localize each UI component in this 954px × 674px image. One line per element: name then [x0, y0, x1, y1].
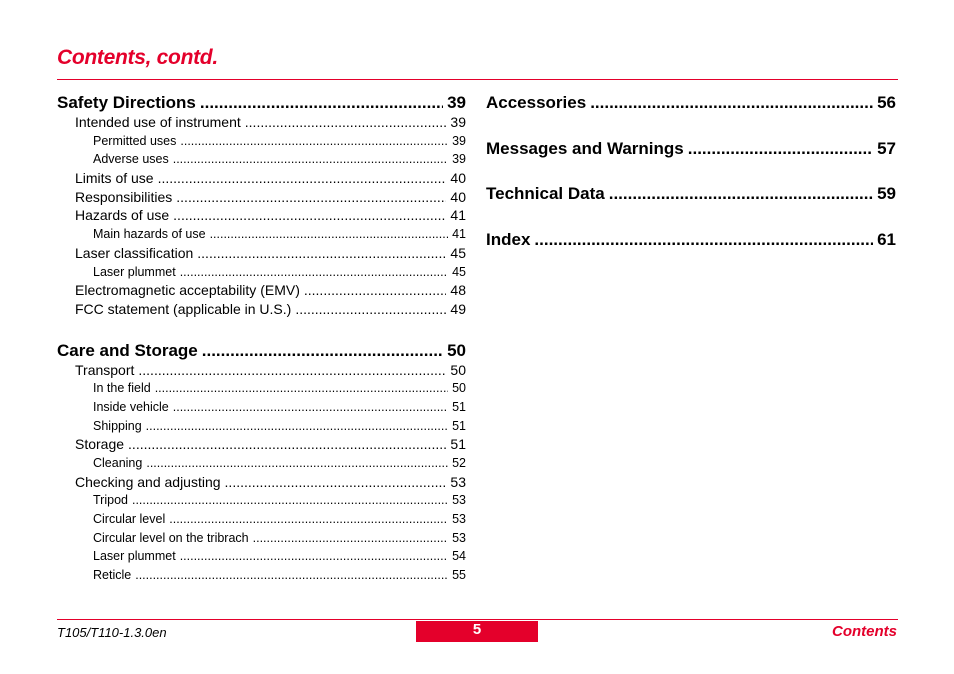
dot-leader	[128, 435, 446, 454]
dot-leader	[158, 169, 447, 188]
dot-leader	[173, 206, 446, 225]
toc-entry-title: Storage	[75, 436, 125, 453]
toc-entry-page: 50	[447, 340, 466, 360]
section-spacer	[486, 159, 896, 184]
dot-leader	[200, 92, 443, 113]
toc-entry-title: FCC statement (applicable in U.S.)	[75, 300, 292, 317]
toc-subsection-entry[interactable]	[57, 113, 466, 132]
dot-leader	[688, 138, 873, 159]
dot-leader	[202, 340, 443, 361]
toc-entry-title: Shipping	[93, 418, 142, 433]
toc-entry-page: 50	[452, 381, 466, 396]
toc-entry-page: 41	[452, 227, 466, 242]
toc-section-heading[interactable]	[57, 340, 466, 361]
toc-subsection-entry[interactable]	[57, 473, 466, 492]
toc-entry-title: Intended use of instrument	[75, 114, 241, 130]
toc-entry-page: 51	[452, 399, 466, 414]
toc-subsection-entry[interactable]	[57, 188, 466, 207]
toc-entry-page: 48	[450, 282, 466, 299]
toc-entry-page: 51	[450, 436, 466, 453]
dot-leader	[180, 132, 448, 151]
dot-leader	[169, 510, 448, 529]
toc-subsection-entry[interactable]	[57, 435, 466, 454]
toc-entry-page: 41	[450, 207, 466, 224]
toc-entry-title: Laser plummet	[93, 264, 176, 279]
toc-entry-title: Circular level	[93, 512, 166, 527]
toc-subsection-entry[interactable]	[57, 169, 466, 188]
toc-entry-title: Tripod	[93, 493, 128, 508]
toc-entry-page: 61	[877, 229, 896, 249]
footer-section-name: Contents	[832, 623, 897, 640]
toc-subsection-entry[interactable]	[57, 361, 466, 380]
toc-subsubsection-entry[interactable]	[57, 454, 466, 473]
toc-entry-page: 57	[877, 138, 896, 158]
toc-subsubsection-entry[interactable]	[57, 225, 466, 244]
toc-entry-page: 40	[450, 170, 466, 187]
toc-section-heading[interactable]	[57, 92, 466, 113]
toc-subsubsection-entry[interactable]	[57, 263, 466, 282]
dot-leader	[609, 183, 873, 204]
toc-entry-page: 45	[452, 264, 466, 279]
toc-entry-page: 52	[452, 456, 466, 470]
section-spacer	[57, 319, 466, 340]
toc-entry-page: 39	[450, 114, 466, 130]
toc-subsubsection-entry[interactable]	[57, 491, 466, 510]
toc-entry-title: In the field	[93, 381, 151, 396]
toc-left-column	[57, 92, 466, 585]
dot-leader	[138, 361, 446, 380]
toc-entry-page: 40	[450, 188, 466, 205]
toc-right-column	[486, 92, 896, 250]
dot-leader	[245, 113, 447, 132]
toc-subsubsection-entry[interactable]	[57, 417, 466, 436]
toc-subsection-entry[interactable]	[57, 244, 466, 263]
toc-entry-page: 53	[452, 493, 466, 508]
toc-section-heading[interactable]	[486, 229, 896, 250]
toc-entry-title: Laser classification	[75, 244, 194, 261]
toc-entry-title: Limits of use	[75, 170, 154, 187]
toc-entry-title: Care and Storage	[57, 340, 198, 360]
toc-entry-page: 50	[450, 361, 466, 378]
toc-subsubsection-entry[interactable]	[57, 529, 466, 548]
toc-entry-page: 51	[452, 418, 466, 433]
page-title: Contents, contd.	[57, 46, 218, 69]
header-rule	[57, 79, 898, 80]
dot-leader	[173, 150, 448, 169]
toc-entry-title: Main hazards of use	[93, 227, 206, 242]
toc-entry-title: Technical Data	[486, 184, 605, 204]
section-spacer	[486, 113, 896, 138]
toc-entry-title: Circular level on the tribrach	[93, 530, 249, 545]
toc-subsection-entry[interactable]	[57, 206, 466, 225]
page-number: 5	[416, 621, 538, 642]
toc-entry-page: 53	[452, 530, 466, 545]
toc-entry-title: Adverse uses	[93, 152, 169, 167]
toc-entry-page: 53	[450, 473, 466, 490]
footer-rule	[57, 619, 898, 620]
toc-entry-title: Electromagnetic acceptability (EMV)	[75, 282, 300, 299]
toc-entry-page: 56	[877, 93, 896, 112]
toc-entry-page: 59	[877, 184, 896, 204]
dot-leader	[146, 454, 448, 473]
toc-subsection-entry[interactable]	[57, 300, 466, 319]
toc-subsubsection-entry[interactable]	[57, 566, 466, 585]
toc-entry-title: Accessories	[486, 93, 587, 112]
toc-subsection-entry[interactable]	[57, 281, 466, 300]
toc-entry-title: Transport	[75, 361, 135, 378]
dot-leader	[295, 300, 446, 319]
toc-entry-page: 39	[447, 93, 466, 112]
toc-subsubsection-entry[interactable]	[57, 379, 466, 398]
toc-entry-page: 49	[450, 300, 466, 317]
dot-leader	[180, 547, 448, 566]
dot-leader	[135, 566, 448, 585]
dot-leader	[210, 225, 449, 244]
toc-section-heading[interactable]	[486, 183, 896, 204]
toc-entry-title: Permitted uses	[93, 133, 177, 148]
dot-leader	[180, 263, 448, 282]
dot-leader	[173, 398, 448, 417]
dot-leader	[146, 417, 448, 436]
dot-leader	[225, 473, 447, 492]
toc-entry-title: Reticle	[93, 568, 132, 583]
toc-entry-title: Responsibilities	[75, 188, 173, 205]
toc-section-heading[interactable]	[486, 138, 896, 159]
dot-leader	[590, 92, 873, 113]
toc-entry-title: Checking and adjusting	[75, 473, 221, 490]
toc-section-heading[interactable]	[486, 92, 896, 113]
dot-leader	[534, 229, 873, 250]
toc-entry-page: 45	[450, 244, 466, 261]
toc-subsubsection-entry[interactable]	[57, 547, 466, 566]
toc-entry-title: Laser plummet	[93, 549, 176, 564]
toc-entry-title: Hazards of use	[75, 207, 170, 224]
toc-entry-page: 55	[452, 568, 466, 583]
toc-entry-title: Cleaning	[93, 456, 143, 470]
document-id: T105/T110-1.3.0en	[57, 625, 167, 640]
toc-subsubsection-entry[interactable]	[57, 398, 466, 417]
dot-leader	[176, 188, 446, 207]
toc-subsubsection-entry[interactable]	[57, 132, 466, 151]
toc-entry-title: Inside vehicle	[93, 399, 169, 414]
dot-leader	[155, 379, 448, 398]
toc-subsubsection-entry[interactable]	[57, 150, 466, 169]
toc-entry-page: 54	[452, 549, 466, 564]
dot-leader	[253, 529, 448, 548]
section-spacer	[486, 204, 896, 229]
toc-entry-title: Messages and Warnings	[486, 138, 684, 158]
dot-leader	[304, 281, 447, 300]
toc-entry-page: 53	[452, 512, 466, 527]
toc-subsubsection-entry[interactable]	[57, 510, 466, 529]
toc-entry-title: Index	[486, 229, 531, 249]
toc-entry-page: 39	[452, 152, 466, 167]
toc-entry-page: 39	[452, 133, 466, 148]
dot-leader	[132, 491, 448, 510]
dot-leader	[197, 244, 446, 263]
toc-entry-title: Safety Directions	[57, 93, 196, 112]
